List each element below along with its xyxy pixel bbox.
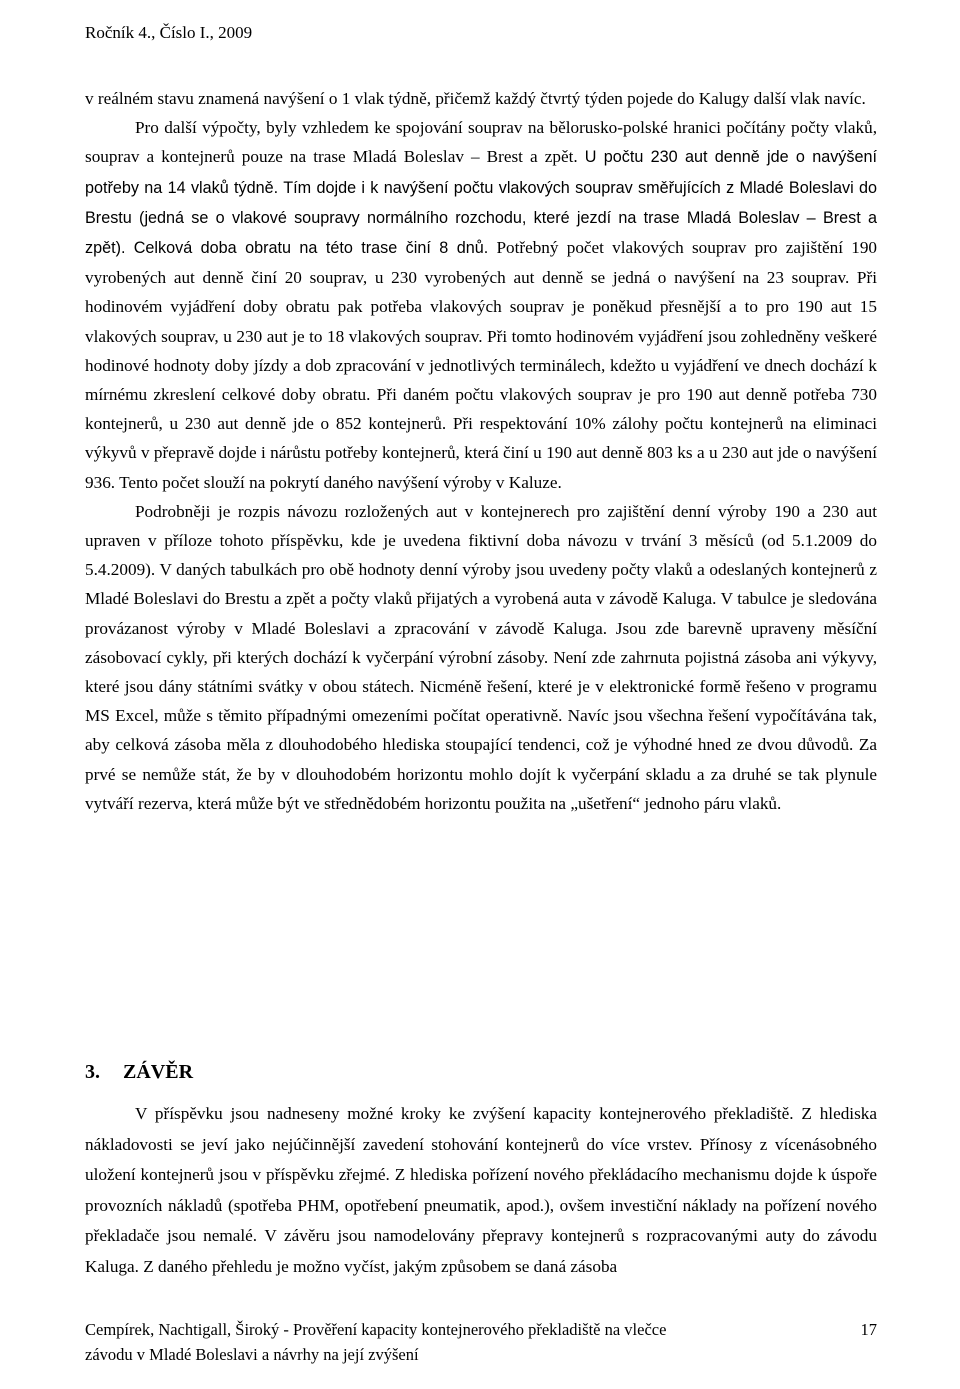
section-title: ZÁVĚR — [123, 1061, 194, 1083]
page-footer — [85, 1317, 877, 1367]
footer-citation-continued: závodu v Mladé Boleslavi a návrhy na její zvýšení — [85, 1345, 419, 1364]
body-text — [85, 84, 877, 818]
section-heading — [85, 1055, 193, 1089]
section-number: 3. — [85, 1061, 100, 1083]
paragraph-calculations-sets: Tím dojde i k navýšení počtu vlakových souprav směřujících z Mladé Boleslavi do Brestu (jedná se o vlakové soupravy normálního rozchodu, které jezdí na trase Mladá Boleslav – Brest a zpět). — [85, 178, 877, 258]
page-number: 17 — [860, 1320, 877, 1339]
paragraph-conclusion: V příspěvku jsou nadneseny možné kroky ke zvýšení kapacity kontejnerového překladiště. Z hlediska nákladovosti se jeví jako nejúčinnější zavedení stohování kontejnerů do více vrstev. Přínosy z vícenásobného uložení kontejnerů jsou v příspěvku zřejmé. Z hlediska pořízení nového překládacího mechanismu dojde k úspoře provozních nákladů (spotřeba PHM, opotřebení pneumatik, apod.), ovšem investiční náklady na pořízení nového překladače jsou nemalé. V závěru jsou namodelovány přepravy kontejnerů s rozpracovanými auty do závodu Kaluga. Z daného přehledu je možno vyčíst, jakým způsobem se daná zásoba — [85, 1104, 877, 1276]
footer-line — [85, 1317, 877, 1342]
paragraph-calculations-intro: Pro další výpočty, byly vzhledem ke spojování souprav na bělorusko-polské hranici počítány počty vlaků, souprav a kontejnerů pouze na trase Mladá Boleslav – Brest a zpět. — [85, 118, 877, 167]
footer-citation: Cempírek, Nachtigall, Široký - Prověření kapacity kontejnerového překladiště na vlečce — [85, 1320, 667, 1339]
paragraph-calculations-detail: Potřebný počet vlakových souprav pro zajištění 190 vyrobených aut denně činí 20 souprav, u 230 vyrobených aut denně se jedná o navýšení na 23 souprav. Při hodinovém vyjádření doby obratu pak potřeba vlakových souprav je poněkud přesnější a to pro 190 aut 15 vlakových souprav, u 230 aut je to 18 vlakových souprav. Při tomto hodinovém vyjádření jsou zohledněny veškeré hodinové hodnoty doby jízdy a dob zpracování v jednotlivých terminálech, kdežto u vyjádření ve dnech dochází k mírnému zkreslení celkové doby obratu. Při daném počtu vlakových souprav je pro 190 aut denně potřeba 730 kontejnerů, u 230 aut denně jde o 852 kontejnerů. Při respektování 10% zálohy počtu kontejnerů na eliminaci výkyvů v přepravě dojde i nárůstu potřeby kontejnerů, která činí u 190 aut denně 803 ks a u 230 aut jde o navýšení 936. Tento počet slouží na pokrytí daného navýšení výroby v Kaluze. — [85, 238, 878, 492]
paragraph-calculations — [85, 113, 877, 497]
paragraph-schedule: Podrobněji je rozpis návozu rozložených aut v kontejnerech pro zajištění denní výroby 190 a 230 aut upraven v příloze tohoto příspěvku, kde je uvedena fiktivní doba návozu v trvání 3 měsíců (od 5.1.2009 do 5.4.2009). V daných tabulkách pro obě hodnoty denní výroby jsou uvedeny počty vlaků a odeslaných kontejnerů z Mladé Boleslavi do Brestu a zpět a počty vlaků přijatých a vyrobená auta v závodě Kaluga. V tabulce je sledována provázanost výroby v Mladé Boleslavi a zpracování v závodě Kaluga. Jsou zde barevně upraveny měsíční zásobovací cykly, při kterých dochází k vyčerpání výrobní zásoby. Není zde zahrnuta pojistná zásoba ani výkyvy, které jsou dány státními svátky v obou státech. Nicméně řešení, které je v elektronické formě řešeno v programu MS Excel, může s těmito případnými omezeními počítat operativně. Navíc jsou všechna řešení vypočítávána tak, aby celková zásoba měla z dlouhodobého hlediska stoupající tendenci, což je výhodné hned ze dvou důvodů. Za prvé se nemůže stát, že by v dlouhodobém horizontu mohlo dojít k vyčerpání skladu a za druhé se tak plynule vytváří rezerva, která může být ve střednědobém horizontu použita na „ušetření“ jednoho páru vlaků. — [85, 501, 877, 813]
conclusion-text — [85, 1099, 877, 1282]
paragraph-continuation: v reálném stavu znamená navýšení o 1 vlak týdně, přičemž každý čtvrtý týden pojede do Kalugy další vlak navíc. — [85, 89, 866, 108]
paragraph-calculations-trains: U počtu 230 aut denně jde o navýšení potřeby na 14 vlaků týdně. — [85, 148, 877, 197]
paragraph-calculations-turnaround: Celková doba obratu na této trase činí 8 dnů. — [133, 239, 489, 258]
running-header: Ročník 4., Číslo I., 2009 — [85, 23, 253, 42]
